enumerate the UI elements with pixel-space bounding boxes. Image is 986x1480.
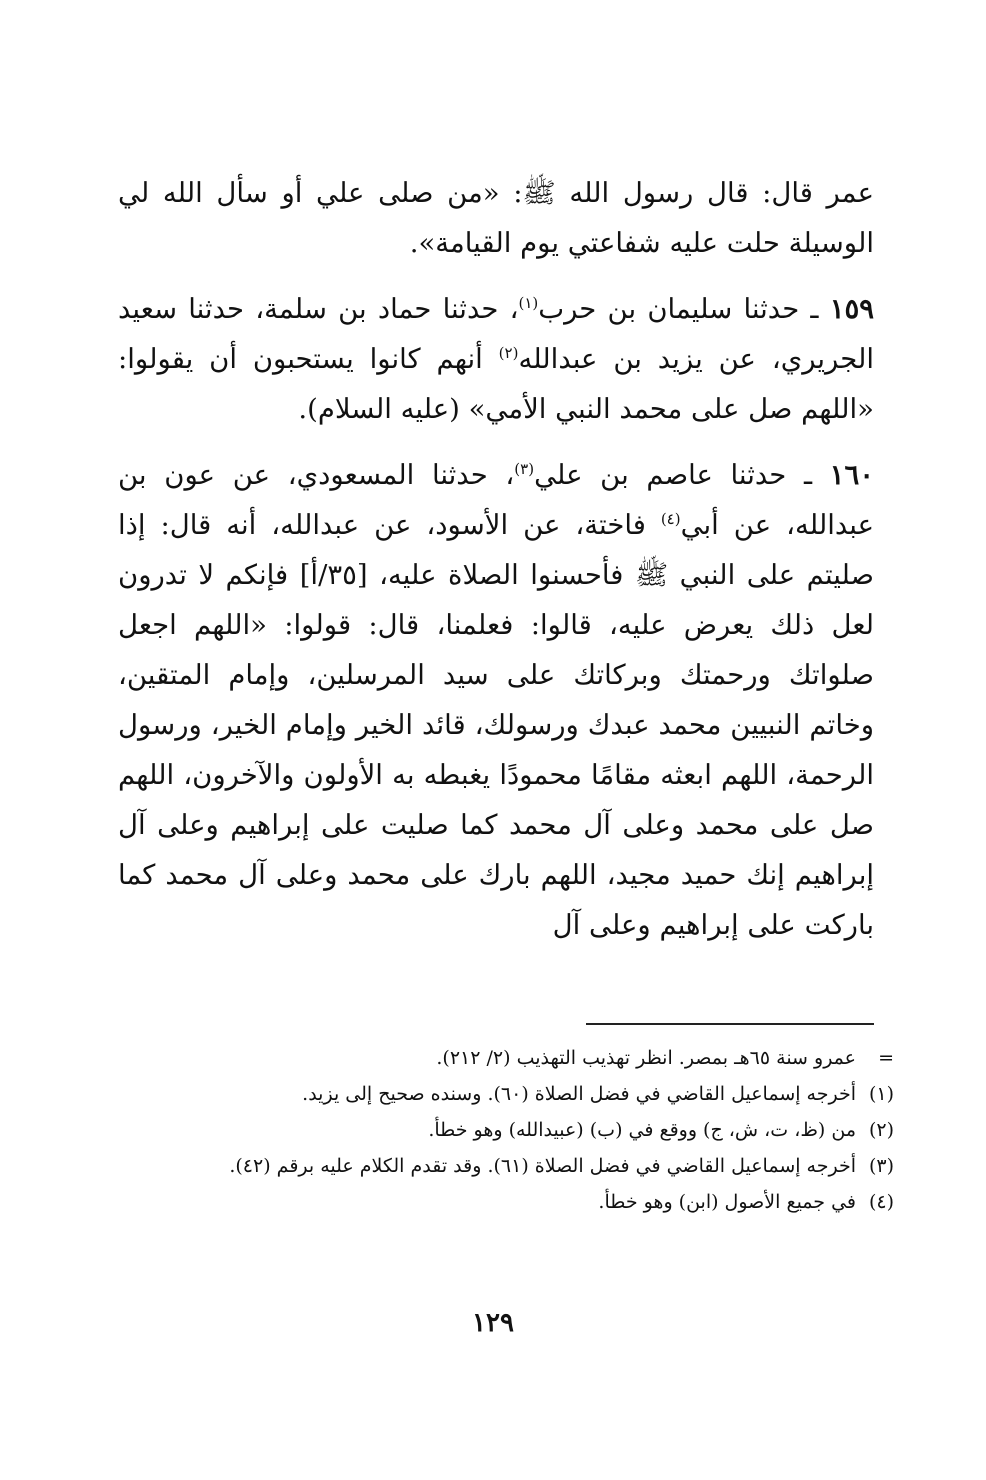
paragraph-text: فاختة، عن الأسود، عن عبدالله، أنه قال: إذا صليتم على النبي ﷺ فأحسنوا الصلاة عليه، [٣٥/أ] فإنكم لا تدرون لعل ذلك يعرض عليه، قالوا: فعلمنا، قال: قولوا: «اللهم اجعل صلواتك ورحمتك وبركاتك على سيد المرسلين، وإمام المتقين، وخاتم النبيين محمد عبدك ورسولك، قائد الخير وإمام الخير، ورسول الرحمة، اللهم ابعثه مقامًا محمودًا يغبطه به الأولون والآخرون، اللهم صل على محمد وعلى آل محمد كما صليت على إبراهيم وعلى آل إبراهيم إنك حميد مجيد، اللهم بارك على محمد وعلى آل محمد كما باركت على إبراهيم وعلى آل <box>118 509 874 941</box>
footnote-text: من (ظ، ت، ش، ج) ووقع في (ب) (عبيدالله) وهو خطأ. <box>428 1119 856 1141</box>
footnote-ref[interactable]: (٢) <box>498 343 519 362</box>
page-number: ١٢٩ <box>472 1308 514 1338</box>
footnote-item <box>118 1112 894 1148</box>
footnote-item <box>118 1040 894 1076</box>
footnote-mark: (٤) <box>868 1191 894 1213</box>
paragraph-text: ـ حدثنا عاصم بن علي <box>534 459 830 491</box>
paragraph-text: ، حدثنا المسعودي، عن عون بن عبدالله، عن أبي <box>118 459 874 541</box>
paragraph-text: عمر قال: قال رسول الله ﷺ: «من صلى علي أو سأل الله لي الوسيلة حلت عليه شفاعتي يوم القيامة». <box>118 177 874 259</box>
footnote-ref[interactable]: (٣) <box>514 459 535 478</box>
paragraph-text: ، حدثنا حماد بن سلمة، حدثنا سعيد الجريري، عن يزيد بن عبدالله <box>118 293 874 375</box>
footnote-mark: (١) <box>868 1083 894 1105</box>
paragraph-160 <box>118 450 874 950</box>
footnote-divider <box>586 1023 874 1025</box>
footnote-item <box>118 1148 894 1184</box>
footnote-mark: (٢) <box>868 1119 894 1141</box>
paragraph-continuation <box>118 168 874 268</box>
footnote-item <box>118 1076 894 1112</box>
footnote-mark: = <box>878 1047 894 1069</box>
footnote-mark: (٣) <box>868 1155 894 1177</box>
paragraph-159 <box>118 284 874 434</box>
footnote-ref[interactable]: (٤) <box>660 509 681 528</box>
main-text <box>118 168 874 966</box>
hadith-number: ١٦٠ <box>829 459 874 491</box>
footnote-text: في جميع الأصول (ابن) وهو خطأ. <box>598 1191 856 1213</box>
footnote-ref[interactable]: (١) <box>518 293 539 312</box>
footnotes <box>118 1040 894 1220</box>
footnote-text: عمرو سنة ٦٥هـ بمصر. انظر تهذيب التهذيب (٢/ ٢١٢). <box>436 1047 856 1069</box>
paragraph-text: ـ حدثنا سليمان بن حرب <box>538 293 830 325</box>
footnote-item <box>118 1184 894 1220</box>
footnote-text: أخرجه إسماعيل القاضي في فضل الصلاة (٦١). وقد تقدم الكلام عليه برقم (٤٢). <box>229 1155 856 1177</box>
paragraph-text: أنهم كانوا يستحبون أن يقولوا: «اللهم صل على محمد النبي الأمي» (عليه السلام). <box>118 343 874 425</box>
hadith-number: ١٥٩ <box>829 293 874 325</box>
footnote-text: أخرجه إسماعيل القاضي في فضل الصلاة (٦٠). وسنده صحيح إلى يزيد. <box>302 1083 856 1105</box>
